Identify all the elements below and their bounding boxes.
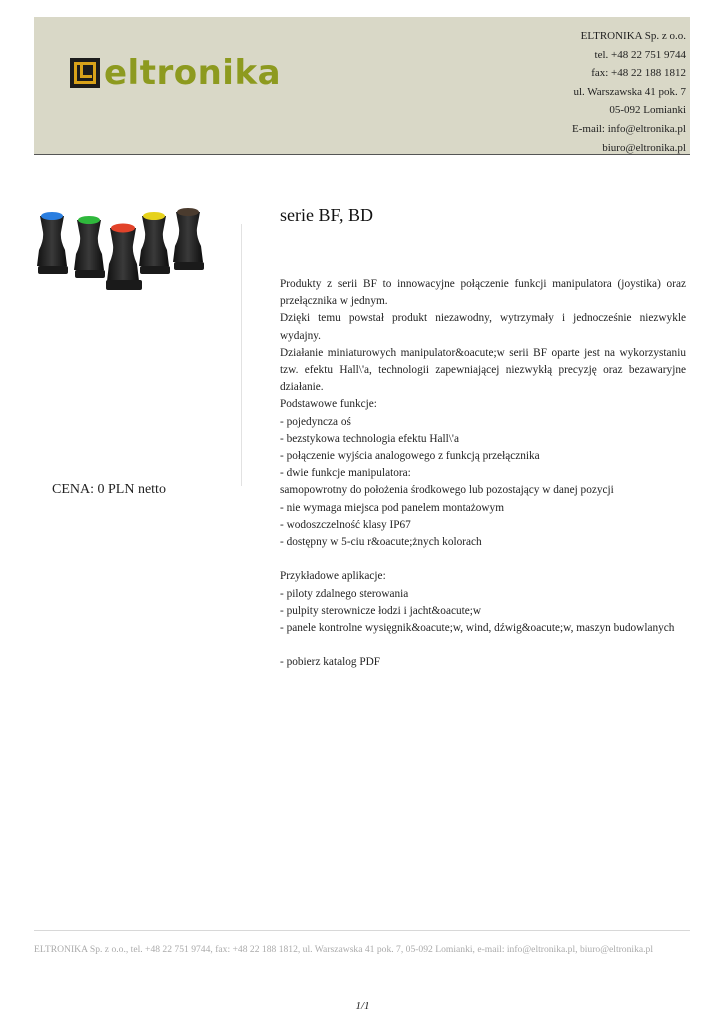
description-line: samopowrotny do położenia środkowego lub pozostający w danej pozycji xyxy=(280,484,614,497)
footer-divider xyxy=(34,930,690,931)
description-line: Produkty z serii BF to innowacyjne połączenie funkcji manipulatora (joystika) oraz przełącznika w jednym. xyxy=(280,278,686,308)
product-description xyxy=(280,276,686,672)
description-line: - piloty zdalnego sterowania xyxy=(280,587,409,600)
description-line: - połączenie wyjścia analogowego z funkcją przełącznika xyxy=(280,450,540,463)
eltronika-logo xyxy=(70,55,281,91)
description-line: - pojedyncza oś xyxy=(280,415,351,428)
catalog-pdf-link[interactable]: - pobierz katalog PDF xyxy=(280,656,381,669)
column-divider xyxy=(241,224,242,486)
street-address: ul. Warszawska 41 pok. 7 xyxy=(573,85,686,98)
product-image xyxy=(34,204,214,300)
joystick-cap xyxy=(143,212,165,220)
joystick-green xyxy=(74,216,105,278)
description-line: - nie wymaga miejsca pod panelem montażowym xyxy=(280,501,504,514)
description-line: Dzięki temu powstał produkt niezawodny, wytrzymały i jednocześnie niezwykle wydajny. xyxy=(280,312,686,342)
postal-city: 05-092 Lomianki xyxy=(609,104,686,117)
joystick-cap xyxy=(111,224,135,233)
description-line: - pulpity sterownicze łodzi i jacht&oacute;w xyxy=(280,604,482,617)
description-line: Działanie miniaturowych manipulator&oacute;w serii BF oparte jest na wykorzystaniu tzw. efektu Hall\'a, technologii zapewniającej niezwykłą precyzję oraz bezawaryjne działanie. xyxy=(280,346,686,394)
description-line: - bezstykowa technologia efektu Hall\'a xyxy=(280,432,459,445)
description-line: Przykładowe aplikacje: xyxy=(280,570,386,583)
phone: tel. +48 22 751 9744 xyxy=(594,48,686,61)
product-title: serie BF, BD xyxy=(280,205,374,225)
joystick-red xyxy=(106,224,142,291)
joystick-yellow xyxy=(139,212,170,274)
joystick-cap xyxy=(41,212,63,220)
joystick-cap xyxy=(177,208,199,216)
description-line: - panele kontrolne wysięgnik&oacute;w, wind, dźwig&oacute;w, maszyn budowlanych xyxy=(280,622,675,635)
description-line: - dwie funkcje manipulatora: xyxy=(280,467,411,480)
email-biuro[interactable]: biuro@eltronika.pl xyxy=(602,141,686,154)
logo-text: eltronika xyxy=(104,53,282,93)
description-spacer xyxy=(280,637,686,654)
joystick-brown xyxy=(173,208,204,270)
page-header xyxy=(34,17,690,155)
description-line: Podstawowe funkcje: xyxy=(280,398,377,411)
contact-block xyxy=(572,27,686,157)
description-line: - wodoszczelność klasy IP67 xyxy=(280,518,411,531)
company-name: ELTRONIKA Sp. z o.o. xyxy=(580,30,686,42)
description-spacer xyxy=(280,551,686,568)
email-info[interactable]: E-mail: info@eltronika.pl xyxy=(572,122,686,135)
joystick-cap xyxy=(78,216,100,224)
joystick-blue xyxy=(37,212,68,274)
fax: fax: +48 22 188 1812 xyxy=(591,67,686,80)
description-line: - dostępny w 5-ciu r&oacute;żnych kolorach xyxy=(280,536,482,549)
page-number: 1/1 xyxy=(355,1000,370,1012)
logo-mark-icon xyxy=(70,58,100,88)
footer-text: ELTRONIKA Sp. z o.o., tel. +48 22 751 9744, fax: +48 22 188 1812, ul. Warszawska 41 pok. 7, 05-092 Lomianki, e-mail: info@eltronika.pl, biuro@eltronika.pl xyxy=(34,944,653,955)
price-label: CENA: 0 PLN netto xyxy=(52,482,166,497)
